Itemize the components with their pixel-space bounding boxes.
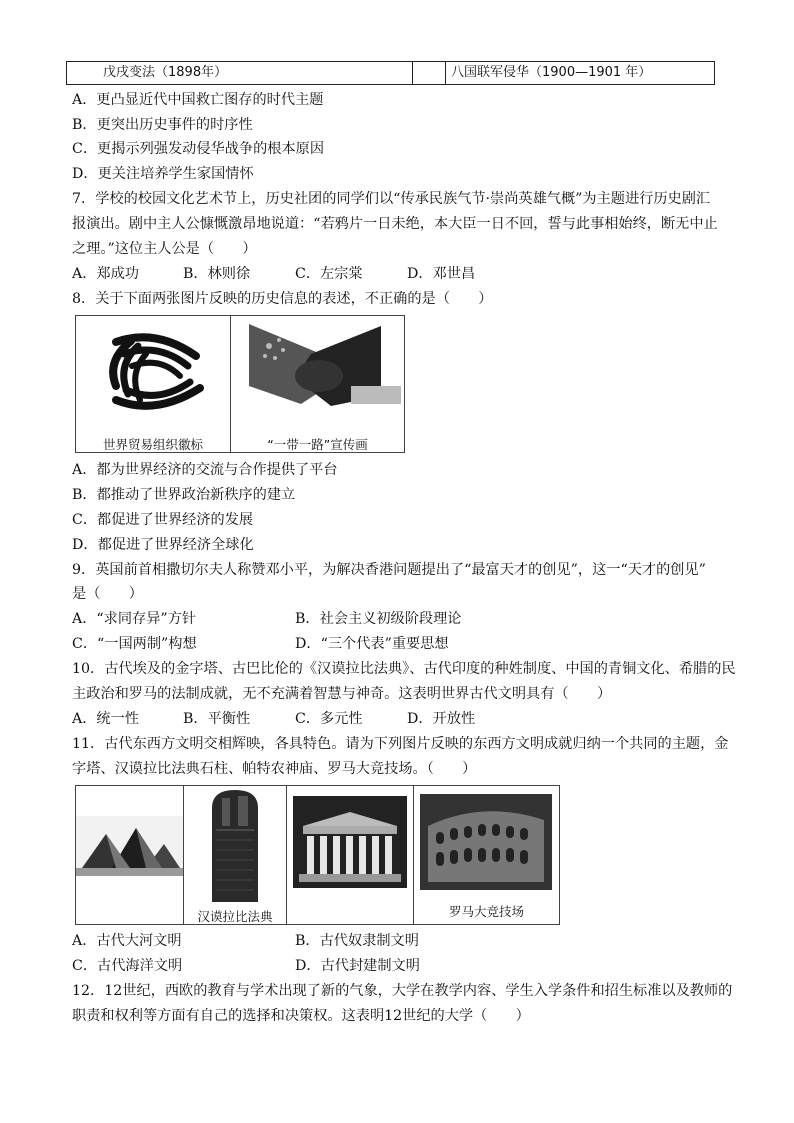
q9-option-a: A．“求同存异”方针 <box>72 611 197 627</box>
q11-option-a: A．古代大河文明 <box>72 933 182 949</box>
colosseum-icon <box>414 786 558 898</box>
q10-stem-line2: 主政治和罗马的法制成就，无不充满着智慧与神奇。这表明世界古代文明具有（ ） <box>72 686 612 702</box>
q9-stem-line2: 是（ ） <box>72 586 143 602</box>
q8-option-d: D．都促进了世界经济全球化 <box>72 537 254 553</box>
belt-road-caption: “一带一路”宣传画 <box>267 437 368 452</box>
q10-option-b: B．平衡性 <box>183 711 251 727</box>
parthenon-icon <box>287 786 413 924</box>
q9-option-c: C．“一国两制”构想 <box>72 636 197 652</box>
q11-option-c: C．古代海洋文明 <box>72 958 183 974</box>
belt-road-image <box>231 316 404 452</box>
q7-stem-line1: 7．学校的校园文化艺术节上，历史社团的同学们以“传承民族气节·崇尚英雄气概”为主题进行历史剧汇 <box>72 191 711 207</box>
wto-logo-icon <box>76 316 230 426</box>
parthenon-image <box>287 786 414 924</box>
q7-stem-line3: 之理。”这位主人公是（ ） <box>72 241 257 257</box>
q7-option-d: D．邓世昌 <box>407 266 476 282</box>
q8-option-a: A．都为世界经济的交流与合作提供了平台 <box>72 462 338 478</box>
q6-option-b: B．更突出历史事件的时序性 <box>72 117 253 133</box>
q10-stem-line1: 10．古代埃及的金字塔、古巴比伦的《汉谟拉比法典》、古代印度的种姓制度、中国的青铜文化、希腊的民 <box>72 661 736 677</box>
wto-caption: 世界贸易组织徽标 <box>102 437 203 452</box>
colosseum-caption: 罗马大竞技场 <box>448 904 524 919</box>
q12-stem-line2: 职责和权利等方面有自己的选择和决策权。这表明12世纪的大学（ ） <box>72 1008 530 1024</box>
q11-option-d: D．古代封建制文明 <box>295 958 420 974</box>
q11-stem-line2: 字塔、汉谟拉比法典石柱、帕特农神庙、罗马大竞技场。（ ） <box>72 761 477 777</box>
pyramids-image <box>76 786 184 924</box>
table-cell-reform: 戊戌变法（1898年） <box>103 65 228 80</box>
q12-stem-line1: 12．12世纪，西欧的教育与学术出现了新的气象，大学在教学内容、学生入学条件和招生标准以及教师的 <box>72 983 733 999</box>
table-cell-invasion: 八国联军侵华（1900—1901 年） <box>451 65 652 80</box>
q7-option-a: A．郑成功 <box>72 266 139 282</box>
q10-option-c: C．多元性 <box>295 711 363 727</box>
q7-option-b: B．林则徐 <box>183 266 251 282</box>
q10-option-a: A．统一性 <box>72 711 139 727</box>
q6-option-c: C．更揭示列强发动侵华战争的根本原因 <box>72 141 325 157</box>
colosseum-image <box>414 786 559 924</box>
hammurabi-caption: 汉谟拉比法典 <box>197 909 273 924</box>
stele-icon <box>184 786 286 906</box>
q9-stem-line1: 9．英国前首相撒切尔夫人称赞邓小平，为解决香港问题提出了“最富天才的创见”，这一“天才的创见” <box>72 562 706 578</box>
pyramids-icon <box>76 786 183 924</box>
q7-stem-line2: 报演出。剧中主人公慷慨激昂地说道：“若鸦片一日未绝，本大臣一日不回，誓与此事相始终，断无中止 <box>72 216 718 232</box>
q6-option-a: A．更凸显近代中国救亡图存的时代主题 <box>72 92 324 108</box>
q11-image-panel <box>75 785 560 925</box>
q8-option-c: C．都促进了世界经济的发展 <box>72 512 254 528</box>
q6-option-d: D．更关注培养学生家国情怀 <box>72 166 254 182</box>
q11-option-b: B．古代奴隶制文明 <box>295 933 419 949</box>
q11-stem-line1: 11．古代东西方文明交相辉映，各具特色。请为下列图片反映的东西方文明成就归纳一个共同的主题，金 <box>72 736 729 752</box>
table-divider <box>412 62 413 84</box>
handshake-icon <box>231 316 403 426</box>
q8-option-b: B．都推动了世界政治新秩序的建立 <box>72 487 296 503</box>
hammurabi-image <box>184 786 287 924</box>
q8-image-panel <box>75 315 405 453</box>
q9-option-d: D．“三个代表”重要思想 <box>295 636 449 652</box>
q8-stem: 8．关于下面两张图片反映的历史信息的表述，不正确的是（ ） <box>72 291 493 307</box>
table-divider <box>445 62 446 84</box>
q10-option-d: D．开放性 <box>407 711 476 727</box>
q9-option-b: B．社会主义初级阶段理论 <box>295 611 462 627</box>
wto-logo-image <box>76 316 231 452</box>
events-table <box>66 61 715 85</box>
q7-option-c: C．左宗棠 <box>295 266 363 282</box>
